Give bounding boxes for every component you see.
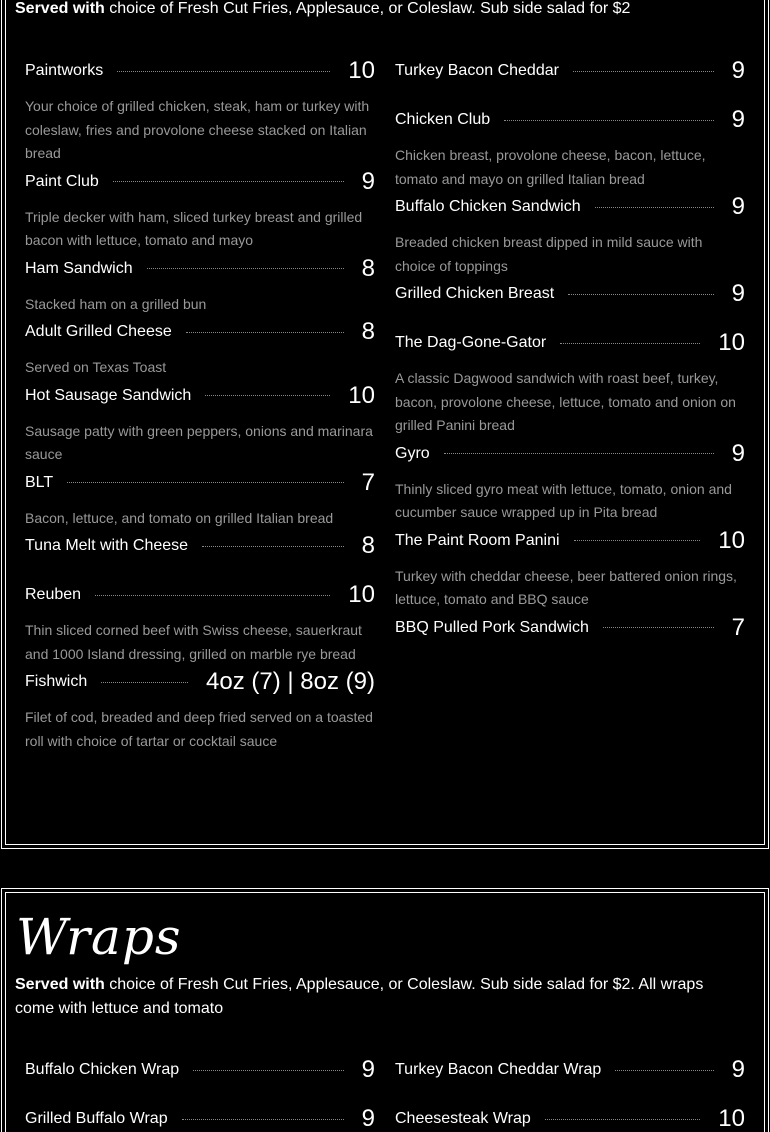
menu-item <box>395 105 745 191</box>
sandwiches-served-note <box>15 0 755 21</box>
menu-item <box>395 613 745 643</box>
menu-item-row <box>395 328 745 358</box>
menu-item-price: 9 <box>361 1056 375 1083</box>
dotted-leader <box>205 395 330 396</box>
menu-item-price: 9 <box>731 193 745 220</box>
menu-item <box>395 279 745 309</box>
menu-item-name: The Dag-Gone-Gator <box>395 334 547 351</box>
menu-item-price: 8 <box>361 318 375 345</box>
menu-item <box>395 328 745 438</box>
menu-item-price: 8 <box>361 532 375 559</box>
menu-item <box>395 1104 745 1132</box>
dotted-leader <box>147 268 344 269</box>
dotted-leader <box>113 181 344 182</box>
menu-item-row <box>25 468 375 498</box>
menu-item-name: Turkey Bacon Cheddar <box>395 62 559 79</box>
sandwiches-panel <box>1 0 769 849</box>
menu-item-description: Filet of cod, breaded and deep fried served on a toasted roll with choice of tartar or cocktail sauce <box>25 709 373 749</box>
menu-item-name: BBQ Pulled Pork Sandwich <box>395 618 589 636</box>
menu-item-price: 9 <box>731 280 745 307</box>
menu-item <box>395 1055 745 1085</box>
menu-item-name: Buffalo Chicken Sandwich <box>395 198 581 215</box>
dotted-leader <box>202 546 344 547</box>
menu-item-name: Turkey Bacon Cheddar Wrap <box>395 1061 602 1078</box>
menu-item-row <box>395 613 745 643</box>
sandwiches-right-column <box>395 56 745 662</box>
menu-item-row <box>25 531 375 561</box>
dotted-leader <box>560 343 700 344</box>
menu-item-row <box>395 526 745 556</box>
menu-item <box>25 56 375 166</box>
menu-item-price: 10 <box>348 581 375 608</box>
menu-item-name: BLT <box>25 473 54 491</box>
menu-item <box>25 468 375 531</box>
dotted-leader <box>603 627 714 628</box>
menu-item-row <box>25 254 375 284</box>
menu-item-name: Gyro <box>395 444 430 462</box>
sandwiches-left-column <box>25 56 375 754</box>
menu-item-price: 10 <box>718 1105 745 1132</box>
menu-item-price: 9 <box>731 106 745 133</box>
menu-item-name: Tuna Melt with Cheese <box>25 537 189 554</box>
dotted-leader <box>595 207 714 208</box>
menu-item-description: Sausage patty with green peppers, onions and marinara sauce <box>25 422 373 462</box>
menu-item-row <box>25 167 375 197</box>
menu-item-name: Fishwich <box>25 673 88 690</box>
menu-item-price: 10 <box>718 526 745 554</box>
menu-item-description: Triple decker with ham, sliced turkey breast and grilled bacon with lettuce, tomato and mayo <box>25 208 363 248</box>
menu-item-description: Stacked ham on a grilled bun <box>25 295 207 312</box>
menu-item <box>25 580 375 666</box>
menu-item <box>25 167 375 253</box>
wraps-right-column <box>395 1055 745 1132</box>
menu-item-name: Adult Grilled Cheese <box>25 323 172 340</box>
wraps-panel <box>1 888 769 1132</box>
menu-item-row <box>25 56 375 86</box>
menu-item-name: Reuben <box>25 586 82 603</box>
menu-item-price: 9 <box>731 57 745 84</box>
menu-item-row <box>25 1104 375 1132</box>
dotted-leader <box>444 453 714 454</box>
menu-item-price: 10 <box>348 381 375 409</box>
menu-item-name: Paint Club <box>25 172 99 190</box>
menu-item-row <box>25 1055 375 1085</box>
menu-item-price: 9 <box>361 167 375 195</box>
menu-item <box>25 254 375 317</box>
menu-item <box>395 192 745 278</box>
menu-item-name: Chicken Club <box>395 111 491 128</box>
menu-item-description: Chicken breast, provolone cheese, bacon, lettuce, tomato and mayo on grilled Italian bread <box>395 147 706 187</box>
menu-item-price: 4oz (7) | 8oz (9) <box>206 668 375 695</box>
menu-item-row <box>25 317 375 347</box>
menu-item-price: 7 <box>361 468 375 496</box>
dotted-leader <box>117 71 330 72</box>
dotted-leader <box>504 120 713 121</box>
menu-item-row <box>395 192 745 222</box>
menu-item <box>25 317 375 380</box>
menu-item-name: Grilled Buffalo Wrap <box>25 1110 168 1127</box>
menu-item <box>25 531 375 561</box>
dotted-leader <box>95 595 330 596</box>
menu-item <box>395 56 745 86</box>
menu-item-description: Served on Texas Toast <box>25 359 167 375</box>
wraps-served-note <box>15 973 745 1021</box>
served-bold: Served with <box>15 0 105 17</box>
menu-item-name: Cheesesteak Wrap <box>395 1110 531 1127</box>
dotted-leader <box>182 1119 344 1120</box>
menu-item <box>395 439 745 525</box>
menu-item-price: 9 <box>731 1056 745 1083</box>
menu-item-description: Thinly sliced gyro meat with lettuce, tomato, onion and cucumber sauce wrapped up in Pita bread <box>395 480 732 520</box>
dotted-leader <box>615 1070 713 1071</box>
menu-item-name: Paintworks <box>25 62 104 79</box>
dotted-leader <box>574 540 701 541</box>
dotted-leader <box>101 682 188 683</box>
menu-item-description: Bacon, lettuce, and tomato on grilled Italian bread <box>25 509 334 526</box>
menu-item-price: 7 <box>731 613 745 641</box>
menu-item-row <box>25 381 375 411</box>
menu-item <box>25 1104 375 1132</box>
menu-item-row <box>395 439 745 469</box>
menu-item-price: 9 <box>361 1105 375 1132</box>
menu-item-row <box>395 1055 745 1085</box>
menu-item-name: The Paint Room Panini <box>395 531 560 549</box>
wraps-title: Wraps <box>16 908 182 966</box>
menu-item-description: Thin sliced corned beef with Swiss cheese, sauerkraut and 1000 Island dressing, grilled on marble rye bread <box>25 622 362 662</box>
menu-item <box>395 526 745 612</box>
menu-item-price: 10 <box>348 57 375 84</box>
menu-item-name: Hot Sausage Sandwich <box>25 386 192 404</box>
dotted-leader <box>568 294 713 295</box>
menu-item-name: Ham Sandwich <box>25 259 133 277</box>
menu-item-price: 10 <box>718 329 745 356</box>
menu-item-row <box>25 580 375 610</box>
menu-item-description: A classic Dagwood sandwich with roast beef, turkey, bacon, provolone cheese, lettuce, tomato and onion on grilled Panini bread <box>395 370 736 433</box>
menu-item-price: 8 <box>361 254 375 282</box>
served-bold: Served with <box>15 976 105 993</box>
menu-item <box>25 381 375 467</box>
menu-item-row <box>395 105 745 135</box>
dotted-leader <box>573 71 714 72</box>
wraps-left-column <box>25 1055 375 1132</box>
menu-item-name: Grilled Chicken Breast <box>395 285 555 302</box>
menu-item-description: Breaded chicken breast dipped in mild sauce with choice of toppings <box>395 234 703 274</box>
served-rest: choice of Fresh Cut Fries, Applesauce, or Coleslaw. Sub side salad for $2. All wraps come with lettuce and tomato <box>15 976 704 1017</box>
menu-item-row <box>395 1104 745 1132</box>
menu-item-price: 9 <box>731 439 745 467</box>
menu-item-description: Your choice of grilled chicken, steak, ham or turkey with coleslaw, fries and provolone cheese stacked on Italian bread <box>25 98 370 161</box>
menu-item-row <box>395 279 745 309</box>
menu-item <box>25 1055 375 1085</box>
menu-item-row <box>25 667 375 697</box>
dotted-leader <box>186 332 344 333</box>
menu-item-row <box>395 56 745 86</box>
dotted-leader <box>545 1119 701 1120</box>
served-rest: choice of Fresh Cut Fries, Applesauce, or Coleslaw. Sub side salad for $2 <box>104 0 631 17</box>
menu-item-name: Buffalo Chicken Wrap <box>25 1061 180 1078</box>
menu-item <box>25 667 375 753</box>
dotted-leader <box>67 482 343 483</box>
dotted-leader <box>193 1070 343 1071</box>
menu-item-description: Turkey with cheddar cheese, beer battered onion rings, lettuce, tomato and BBQ sauce <box>395 567 737 607</box>
